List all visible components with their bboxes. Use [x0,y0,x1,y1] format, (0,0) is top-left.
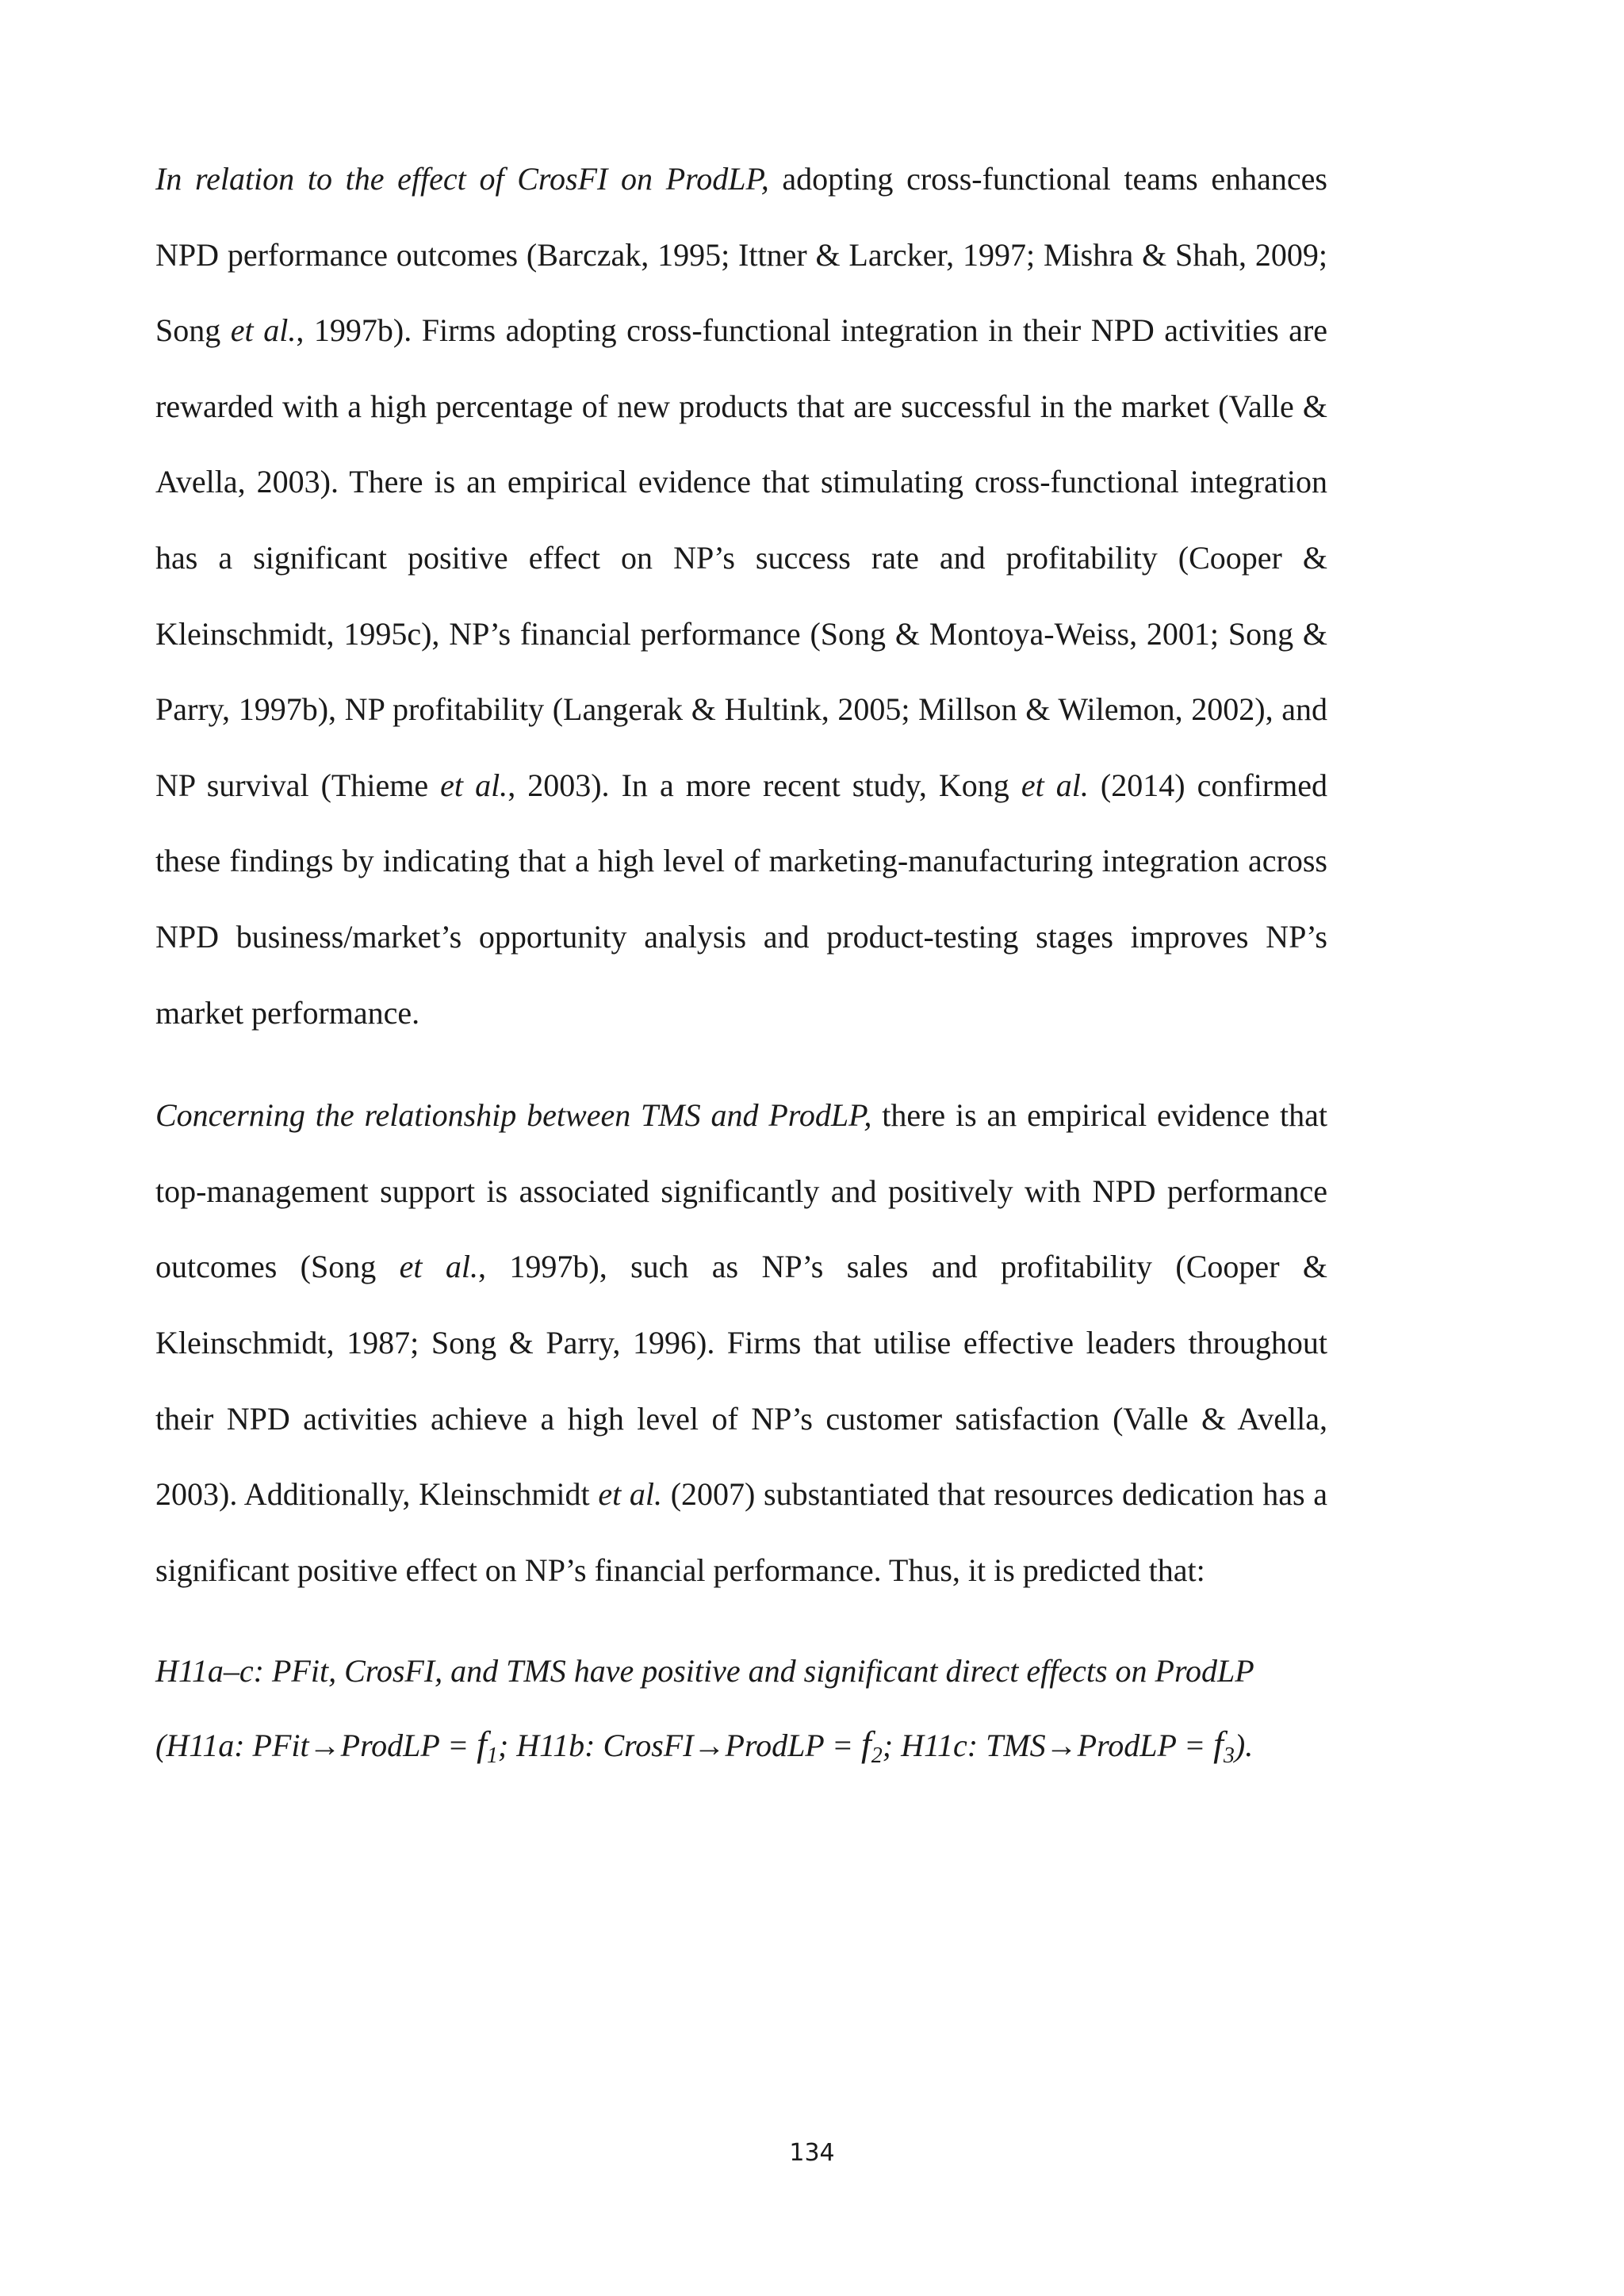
subscript: 2 [871,1743,883,1769]
text-run: , 2003). In a more recent study, Kong [508,767,1021,803]
text-run: , 1997b). Firms adopting cross-functional integration in their NPD activities are rewarded with a high percentage of new products that are successful in the market (Valle & Avella, 2003). There is an empirical evidence that stimulating cross-functional integration has a significant positive effect on NP’s success rate and profitability (Cooper & Kleinschmidt, 1995c), NP’s financial performance (Song & Montoya-Weiss, 2001; Song & Parry, 1997b), NP profitability (Langerak & Hultink, 2005; Millson & Wilemon, 2002), and NP survival (Thieme [155,312,1328,803]
subscript: 1 [486,1743,498,1769]
body-text [155,141,1327,1782]
hypothesis-line-1: H11a–c: PFit, CrosFI, and TMS have positive and significant direct effects on ProdLP [155,1653,1254,1689]
function-symbol: f [477,1724,487,1765]
text-run: (2007) substantiated that resources dedication has a significant positive effect on NP’s financial performance. Thus, it is predicted that: [155,1476,1328,1588]
paragraph-lead: Concerning the relationship between TMS and ProdLP, [155,1097,872,1134]
function-symbol: f [1213,1724,1224,1765]
hypothesis-text: ; H11c: TMS→ProdLP = [882,1728,1214,1764]
text-run: there is an empirical evidence that top-management support is associated significantly and positively with NPD performance outcomes (Song [155,1097,1327,1285]
citation-etal: et al. [440,767,508,803]
paragraph-lead: In relation to the effect of CrosFI on ProdLP, [155,161,769,197]
hypothesis-text: ; H11b: CrosFI→ProdLP = [497,1728,862,1764]
hypothesis-text: (H11a: PFit→ProdLP = [155,1728,477,1764]
citation-etal: et al. [598,1476,662,1513]
function-symbol: f [861,1724,871,1765]
citation-etal: et al. [399,1249,479,1285]
hypothesis-text: ). [1234,1728,1254,1764]
text-run: , 1997b), such as NP’s sales and profitability (Cooper & Kleinschmidt, 1987; Song & Parry, 1996). Firms that utilise effective leaders throughout their NPD activities achieve a high level of NP’s customer satisfaction (Valle & Avella, 2003). Additionally, Kleinschmidt [155,1249,1328,1513]
text-run: adopting cross-functional teams enhances NPD performance outcomes (Barczak, 1995; Ittner & Larcker, 1997; Mishra & Shah, 2009; Song [155,161,1328,349]
hypothesis-h11 [155,1635,1327,1782]
page-number: 134 [789,2139,835,2167]
paragraph-tms-prodlp [155,1077,1327,1608]
text-run: (2014) confirmed these findings by indicating that a high level of marketing-manufacturing integration across NPD business/market’s opportunity analysis and product-testing stages improves NP’s market performance. [155,767,1327,1031]
citation-etal: et al. [230,312,297,349]
paragraph-crosfi-prodlp [155,141,1327,1050]
subscript: 3 [1223,1743,1235,1769]
citation-etal: et al. [1021,767,1089,803]
